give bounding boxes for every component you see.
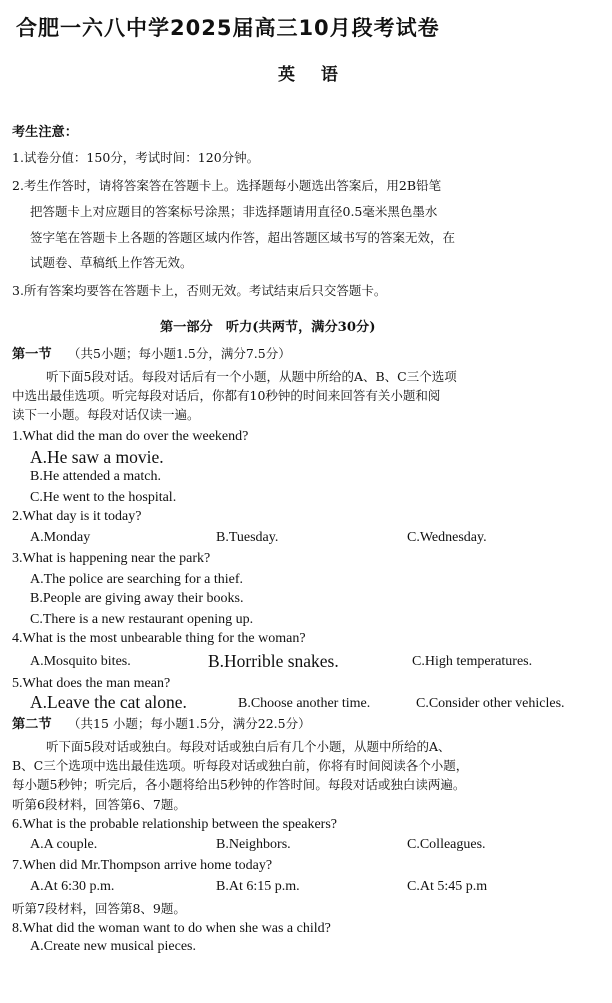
q3-option-c: C.There is a new restaurant opening up. <box>30 612 254 627</box>
q2-option-b: B.Tuesday. <box>216 530 279 545</box>
q6-option-b: B.Neighbors. <box>216 837 291 852</box>
q1-option-c: C.He went to the hospital. <box>30 490 177 505</box>
q4-option-a: A.Mosquito bites. <box>30 654 131 669</box>
notice-item-3: 3.所有答案均要答在答题卡上，否则无效。考试结束后只交答题卡。 <box>12 283 387 298</box>
q7-option-c: C.At 5:45 p.m <box>407 879 488 894</box>
q8-option-a: A.Create new musical pieces. <box>30 939 196 954</box>
q2-option-c: C.Wednesday. <box>407 530 487 545</box>
q4-stem: 4.What is the most unbearable thing for the woman? <box>12 631 306 646</box>
section2-label: 第二节 <box>12 717 52 732</box>
q6-option-a: A.A couple. <box>30 837 98 852</box>
notice-item-2-line-1: 2.考生作答时，请将答案答在答题卡上。选择题每小题选出答案后，用2B铅笔 <box>12 178 442 193</box>
notice-item-1: 1.试卷分值：150分，考试时间：120分钟。 <box>12 150 260 165</box>
q1-option-a: A.He saw a movie. <box>30 447 164 467</box>
section1-instruction-1: 听下面5段对话。每段对话后有一个小题，从题中所给的A、B、C三个选项 <box>46 369 457 384</box>
material-7-note: 听第7段材料，回答第8、9题。 <box>12 901 186 916</box>
q5-option-a: A.Leave the cat alone. <box>30 692 187 712</box>
q1-stem: 1.What did the man do over the weekend? <box>12 429 249 444</box>
q5-option-b: B.Choose another time. <box>238 696 371 711</box>
notice-item-2-line-3: 签字笔在答题卡上各题的答题区域内作答，超出答题区域书写的答案无效，在 <box>30 230 456 245</box>
subject-title: 英 语 <box>278 65 348 85</box>
q7-option-b: B.At 6:15 p.m. <box>216 879 300 894</box>
part1-heading: 第一部分 听力(共两节，满分30分) <box>160 320 376 335</box>
section2-instruction-3: 每小题5秒钟；听完后，各小题将给出5秒钟的作答时间。每段对话或独白读两遍。 <box>12 777 466 792</box>
section1-info: （共5小题；每小题1.5分，满分7.5分） <box>68 346 291 361</box>
q5-option-c: C.Consider other vehicles. <box>416 696 565 711</box>
section1-label: 第一节 <box>12 347 52 362</box>
notice-heading: 考生注意： <box>12 125 78 140</box>
q4-option-c: C.High temperatures. <box>412 654 533 669</box>
section2-instruction-2: B、C三个选项中选出最佳选项。听每段对话或独白前，你将有时间阅读各个小题， <box>12 758 469 773</box>
section1-instruction-3: 读下一小题。每段对话仅读一遍。 <box>12 407 200 422</box>
q1-option-b: B.He attended a match. <box>30 469 162 484</box>
section2-instruction-1: 听下面5段对话或独白。每段对话或独白后有几个小题，从题中所给的A、 <box>46 739 451 754</box>
section2-info: （共15 小题；每小题1.5分，满分22.5分） <box>68 716 311 731</box>
q5-stem: 5.What does the man mean? <box>12 676 171 691</box>
q7-option-a: A.At 6:30 p.m. <box>30 879 115 894</box>
q7-stem: 7.When did Mr.Thompson arrive home today? <box>12 858 273 873</box>
q2-stem: 2.What day is it today? <box>12 509 142 524</box>
exam-title: 合肥一六八中学2025届高三10月段考试卷 <box>16 16 440 40</box>
q3-stem: 3.What is happening near the park? <box>12 551 211 566</box>
q4-option-b: B.Horrible snakes. <box>208 651 339 671</box>
q6-stem: 6.What is the probable relationship between the speakers? <box>12 817 337 832</box>
q2-option-a: A.Monday <box>30 530 91 545</box>
q3-option-a: A.The police are searching for a thief. <box>30 572 244 587</box>
notice-item-2-line-2: 把答题卡上对应题目的答案标号涂黑；非选择题请用直径0.5毫米黑色墨水 <box>30 204 438 219</box>
q6-option-c: C.Colleagues. <box>407 837 486 852</box>
section1-instruction-2: 中选出最佳选项。听完每段对话后，你都有10秒钟的时间来回答有关小题和阅 <box>12 388 441 403</box>
material-6-note: 听第6段材料，回答第6、7题。 <box>12 797 186 812</box>
notice-item-2-line-4: 试题卷、草稿纸上作答无效。 <box>30 255 193 270</box>
q3-option-b: B.People are giving away their books. <box>30 591 244 606</box>
q8-stem: 8.What did the woman want to do when she was a child? <box>12 921 331 936</box>
